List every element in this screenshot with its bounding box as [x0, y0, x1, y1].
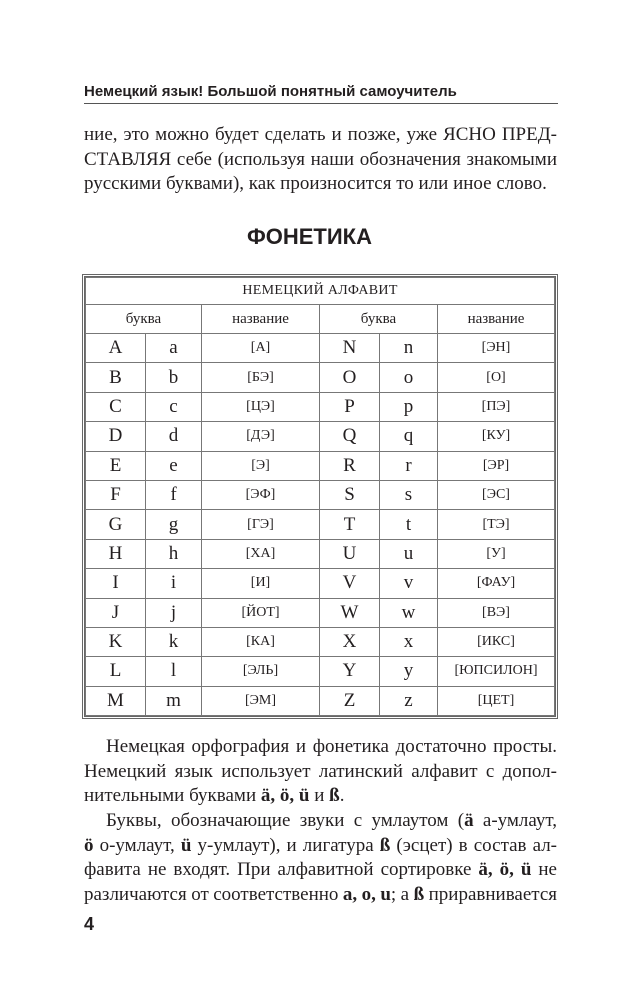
letter-name: [ГЭ]: [202, 510, 320, 539]
text-line: [84, 809, 557, 834]
bold-text: ä: [464, 810, 474, 832]
uppercase-letter: M: [86, 686, 146, 715]
table-row: [86, 627, 555, 656]
table-row: [86, 686, 555, 715]
lowercase-letter: m: [146, 686, 202, 715]
lowercase-letter: a: [146, 334, 202, 363]
bold-text: ä, ö, ü: [478, 859, 532, 881]
uppercase-letter: F: [86, 480, 146, 509]
lowercase-letter: h: [146, 539, 202, 568]
uppercase-letter: X: [320, 627, 380, 656]
bold-text: ß: [379, 834, 391, 856]
table-row: [86, 598, 555, 627]
table-row: [86, 392, 555, 421]
lowercase-letter: v: [380, 569, 438, 598]
lowercase-letter: i: [146, 569, 202, 598]
text-segment: а-умлаут,: [473, 810, 557, 832]
letter-name: [ИКС]: [438, 627, 555, 656]
lowercase-letter: t: [380, 510, 438, 539]
uppercase-letter: R: [320, 451, 380, 480]
uppercase-letter: T: [320, 510, 380, 539]
table-title: НЕМЕЦКИЙ АЛФАВИТ: [86, 278, 555, 305]
lowercase-letter: z: [380, 686, 438, 715]
table-row: [86, 363, 555, 392]
letter-name: [ЭН]: [438, 334, 555, 363]
bold-text: ö: [84, 834, 94, 856]
uppercase-letter: H: [86, 539, 146, 568]
lowercase-letter: n: [380, 334, 438, 363]
bold-text: ü: [180, 834, 192, 856]
letter-name: [ВЭ]: [438, 598, 555, 627]
lowercase-letter: d: [146, 422, 202, 451]
text-segment: и: [309, 785, 330, 807]
lowercase-letter: p: [380, 392, 438, 421]
column-header-letter: буква: [320, 305, 438, 334]
bold-text: a, o, u: [342, 884, 391, 906]
letter-name: [ДЭ]: [202, 422, 320, 451]
uppercase-letter: D: [86, 422, 146, 451]
letter-name: [ЭФ]: [202, 480, 320, 509]
letter-name: [БЭ]: [202, 363, 320, 392]
intro-paragraph: [84, 123, 557, 197]
letter-name: [ТЭ]: [438, 510, 555, 539]
letter-name: [Э]: [202, 451, 320, 480]
table-row: [86, 422, 555, 451]
text-line: [84, 148, 557, 173]
text-segment: различаются от соответственно: [84, 884, 343, 906]
uppercase-letter: A: [86, 334, 146, 363]
lowercase-letter: g: [146, 510, 202, 539]
bold-text: ß: [329, 785, 340, 807]
text-segment: приравнивается: [424, 884, 557, 906]
alphabet-table: [82, 274, 558, 719]
uppercase-letter: W: [320, 598, 380, 627]
lowercase-letter: e: [146, 451, 202, 480]
letter-name: [КУ]: [438, 422, 555, 451]
running-head: Немецкий язык! Большой понятный самоучитель: [84, 83, 558, 104]
uppercase-letter: Z: [320, 686, 380, 715]
text-segment: не: [531, 859, 557, 881]
uppercase-letter: Y: [320, 657, 380, 686]
uppercase-letter: O: [320, 363, 380, 392]
column-header-name: название: [202, 305, 320, 334]
letter-name: [ЦЭ]: [202, 392, 320, 421]
uppercase-letter: Q: [320, 422, 380, 451]
letter-name: [И]: [202, 569, 320, 598]
text-segment: Буквы, обозначающие звуки с умлаутом (: [106, 810, 465, 832]
uppercase-letter: K: [86, 627, 146, 656]
uppercase-letter: G: [86, 510, 146, 539]
lowercase-letter: c: [146, 392, 202, 421]
text-line: [84, 883, 557, 908]
lowercase-letter: f: [146, 480, 202, 509]
text-line: [84, 123, 557, 148]
letter-name: [ХА]: [202, 539, 320, 568]
lowercase-letter: l: [146, 657, 202, 686]
text-segment: ; а: [390, 884, 414, 906]
text-line: [84, 784, 557, 809]
uppercase-letter: L: [86, 657, 146, 686]
letter-name: [ЦЕТ]: [438, 686, 555, 715]
table-row: [86, 334, 555, 363]
text-segment: нительными буквами: [84, 785, 261, 807]
lowercase-letter: s: [380, 480, 438, 509]
text-line: [84, 760, 557, 785]
letter-name: [О]: [438, 363, 555, 392]
table-row: [86, 510, 555, 539]
lowercase-letter: q: [380, 422, 438, 451]
column-header-name: название: [438, 305, 555, 334]
table-row: [86, 569, 555, 598]
letter-name: [ЭС]: [438, 480, 555, 509]
text-segment: фавита не входят. При алфавитной сортировке: [84, 859, 479, 881]
table-row: [86, 657, 555, 686]
text-line: [84, 172, 557, 197]
letter-name: [ЭЛЬ]: [202, 657, 320, 686]
lowercase-letter: j: [146, 598, 202, 627]
letter-name: [КА]: [202, 627, 320, 656]
lowercase-letter: k: [146, 627, 202, 656]
uppercase-letter: C: [86, 392, 146, 421]
lowercase-letter: x: [380, 627, 438, 656]
text-segment: Немецкая орфография и фонетика достаточно просты.: [106, 736, 557, 757]
uppercase-letter: S: [320, 480, 380, 509]
letter-name: [ЭМ]: [202, 686, 320, 715]
section-title: ФОНЕТИКА: [246, 224, 373, 249]
page-number: 4: [84, 914, 95, 934]
lowercase-letter: w: [380, 598, 438, 627]
text-segment: СТАВЛЯЯ себе (используя наши обозначения знакомыми: [84, 148, 557, 170]
uppercase-letter: P: [320, 392, 380, 421]
text-segment: Немецкий язык использует латинский алфавит с допол-: [84, 760, 557, 782]
text-segment: ние, это можно будет сделать и позже, уже ЯСНО ПРЕД-: [84, 124, 557, 145]
body-paragraphs: [84, 735, 557, 908]
letter-name: [ЙОТ]: [202, 598, 320, 627]
uppercase-letter: E: [86, 451, 146, 480]
uppercase-letter: B: [86, 363, 146, 392]
table-row: [86, 480, 555, 509]
uppercase-letter: I: [86, 569, 146, 598]
uppercase-letter: U: [320, 539, 380, 568]
text-line: [84, 735, 557, 760]
text-segment: (эсцет) в состав ал-: [390, 834, 557, 856]
text-segment: у-умлаут), и лигатура: [191, 834, 380, 856]
lowercase-letter: u: [380, 539, 438, 568]
letter-name: [ФАУ]: [438, 569, 555, 598]
bold-text: ß: [413, 884, 425, 906]
column-header-letter: буква: [86, 305, 202, 334]
letter-name: [ПЭ]: [438, 392, 555, 421]
letter-name: [ЭР]: [438, 451, 555, 480]
table-row: [86, 451, 555, 480]
text-segment: русскими буквами), как произносится то или иное слово.: [84, 173, 547, 195]
lowercase-letter: b: [146, 363, 202, 392]
text-segment: о-умлаут,: [93, 834, 181, 856]
letter-name: [У]: [438, 539, 555, 568]
letter-name: [А]: [202, 334, 320, 363]
text-line: [84, 858, 557, 883]
bold-text: ä, ö, ü: [260, 785, 310, 807]
uppercase-letter: J: [86, 598, 146, 627]
table-row: [86, 539, 555, 568]
letter-name: [ЮПСИЛОН]: [438, 657, 555, 686]
lowercase-letter: r: [380, 451, 438, 480]
text-line: [84, 834, 557, 859]
lowercase-letter: o: [380, 363, 438, 392]
lowercase-letter: y: [380, 657, 438, 686]
text-segment: .: [339, 785, 345, 807]
uppercase-letter: V: [320, 569, 380, 598]
uppercase-letter: N: [320, 334, 380, 363]
